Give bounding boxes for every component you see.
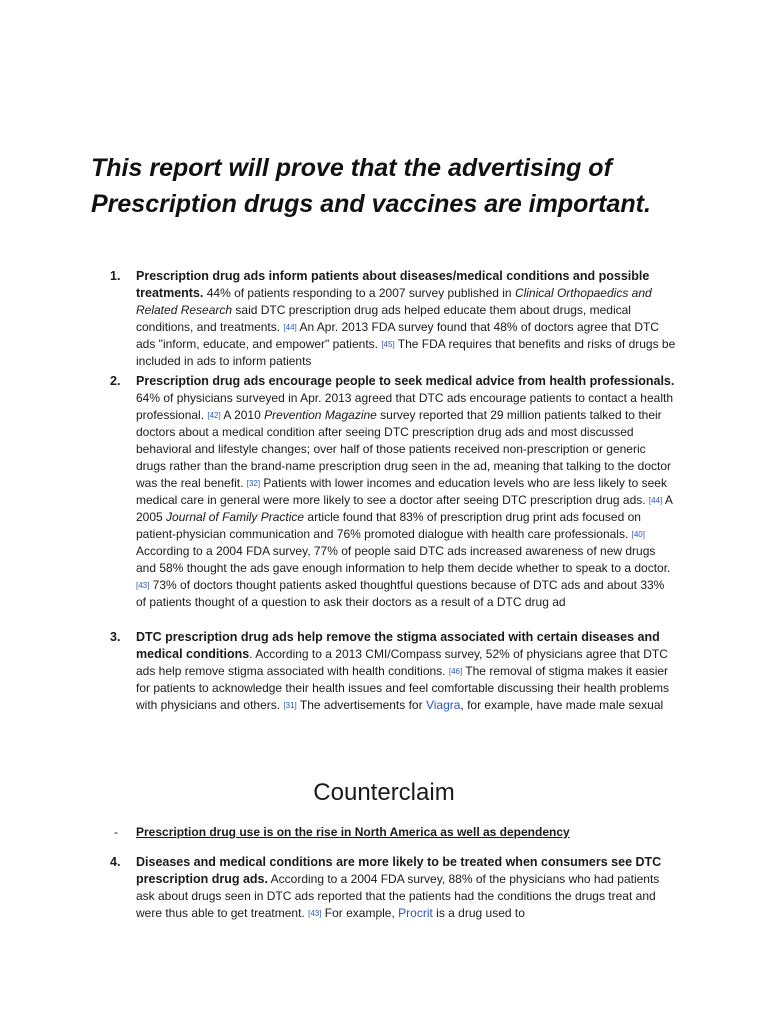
citation-link[interactable]: [43]: [308, 909, 322, 918]
item-lead: Prescription drug ads inform patients about diseases/medical conditions and possible treatments.: [136, 269, 650, 300]
item-italic: Journal of Family Practice: [166, 510, 305, 524]
citation-link[interactable]: [44]: [283, 323, 297, 332]
citation-link[interactable]: [45]: [381, 340, 395, 349]
item-text: 64% of physicians surveyed in Apr. 2013 agreed that DTC ads encourage patients to contact a health professional.: [136, 391, 674, 422]
list-item: [110, 629, 676, 714]
item-italic: Clinical Orthopaedics and Related Research: [136, 286, 652, 317]
list-number: 1.: [110, 269, 121, 283]
list-item: [110, 373, 676, 611]
citation-link[interactable]: [43]: [136, 581, 150, 590]
item-text: survey reported that 29 million patients talked to their doctors about a medical condition after seeing DTC prescription drug ads and most discussed behavioral and lifestyle changes; over half of those patients received non-prescription or generic drugs rather than the brand-name prescription drug seen in the ad, meaning that talking to the doctor was the real benefit.: [136, 408, 671, 490]
citation-link[interactable]: [31]: [283, 701, 297, 710]
item-text: 73% of doctors thought patients asked thoughtful questions because of DTC ads and about 33% of patients thought of a question to ask their doctors as a result of a DTC drug ad: [136, 578, 665, 609]
item-text: The FDA requires that benefits and risks of drugs be included in ads to inform patients: [136, 337, 676, 368]
item-text: An Apr. 2013 FDA survey found that 48% of doctors agree that DTC ads "inform, educate, and empower" patients.: [136, 320, 659, 351]
report-title: This report will prove that the advertising of Prescription drugs and vaccines are important.: [91, 154, 651, 218]
item-text: article found that 83% of prescription drug print ads focused on patient-physician communication and 76% promoted dialogue with health care professionals.: [136, 510, 641, 541]
counterclaim-point: [114, 824, 570, 841]
citation-link[interactable]: [42]: [207, 411, 221, 420]
item-italic: Prevention Magazine: [264, 408, 377, 422]
item-text: said DTC prescription drug ads helped educate them about drugs, medical conditions, and treatments.: [136, 303, 631, 334]
item-text: A 2005: [136, 493, 673, 524]
citation-link[interactable]: [32]: [246, 479, 261, 488]
list-item: [110, 268, 676, 370]
item-text: 44% of patients responding to a 2007 survey published in: [203, 286, 515, 300]
list-number: 2.: [110, 374, 121, 388]
item-text: The advertisements for: [296, 698, 426, 712]
item-text: For example,: [321, 906, 399, 920]
item-text: Patients with lower incomes and education levels who are less likely to seek medical care in general were more likely to see a doctor after seeing DTC prescription drug ads.: [136, 476, 667, 507]
item-text: , for example, have made male sexual: [460, 698, 664, 712]
citation-link[interactable]: [40]: [631, 530, 645, 539]
list-number: 4.: [110, 855, 121, 869]
item-lead: Diseases and medical conditions are more likely to be treated when consumers see DTC prescription drug ads.: [136, 855, 662, 886]
item-lead: DTC prescription drug ads help remove the stigma associated with certain diseases and medical conditions: [136, 630, 660, 661]
counterclaim-text: Prescription drug use is on the rise in North America as well as dependency: [136, 825, 570, 839]
item-lead: Prescription drug ads encourage people to seek medical advice from health professionals.: [136, 374, 675, 388]
list-number: 3.: [110, 630, 121, 644]
item-text: The removal of stigma makes it easier for patients to acknowledge their health issues and feel comfortable discussing their health problems with physicians and others.: [136, 664, 669, 712]
item-text: . According to a 2013 CMI/Compass survey, 52% of physicians agree that DTC ads help remove stigma associated with health conditions.: [136, 647, 668, 678]
procrit-link[interactable]: Procrit: [398, 906, 433, 920]
list-item: [110, 854, 676, 922]
item-text: A 2010: [220, 408, 265, 422]
item-text: According to a 2004 FDA survey, 88% of the physicians who had patients ask about drugs seen in DTC ads reported that the patients had the conditions the drugs treat and were thus able to get treatment.: [136, 872, 660, 920]
viagra-link[interactable]: Viagra: [425, 698, 461, 712]
citation-link[interactable]: [46]: [448, 667, 463, 676]
citation-link[interactable]: [44]: [648, 496, 663, 505]
counterclaim-heading: Counterclaim: [313, 779, 455, 806]
item-text: According to a 2004 FDA survey, 77% of people said DTC ads increased awareness of new drugs and 58% thought the ads gave enough information to help them decide whether to speak to a doctor.: [136, 544, 671, 575]
dash-bullet: -: [114, 825, 118, 839]
item-text: is a drug used to: [432, 906, 525, 920]
